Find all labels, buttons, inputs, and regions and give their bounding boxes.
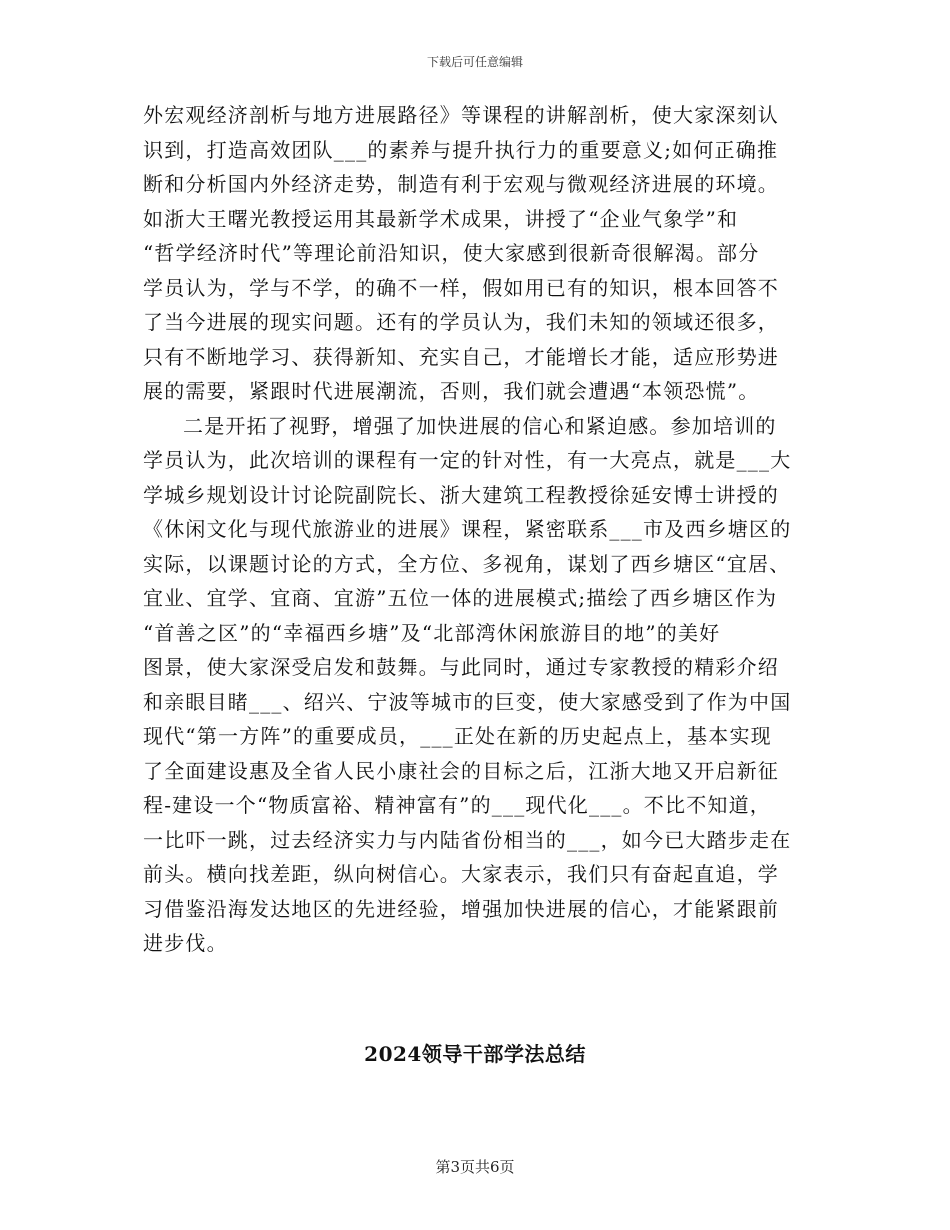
text-line: 一比吓一跳，过去经济实力与内陆省份相当的___，如今已大踏步走在 xyxy=(143,827,792,852)
text-line: 了当今进展的现实问题。还有的学员认为，我们未知的领域还很多， xyxy=(143,310,779,334)
text-line: 和亲眼目睹___、绍兴、宁波等城市的巨变，使大家感受到了作为中国 xyxy=(143,689,792,714)
section-title: 2024领导干部学法总结 xyxy=(364,1042,586,1066)
page-header: 下载后可任意编辑 xyxy=(426,55,523,69)
text-line-paragraph-start: 二是开拓了视野，增强了加快进展的信心和紧迫感。参加培训的 xyxy=(183,413,777,438)
text-line: 学城乡规划设计讨论院副院长、浙大建筑工程教授徐延安博士讲授的 xyxy=(143,482,779,507)
text-line: 宜业、宜学、宜商、宜游”五位一体的进展模式;描绘了西乡塘区作为 xyxy=(143,586,778,610)
text-line: 只有不断地学习、获得新知、充实自己，才能增长才能，适应形势进 xyxy=(143,344,779,369)
text-line: 实际，以课题讨论的方式，全方位、多视角，谋划了西乡塘区“宜居、 xyxy=(143,551,791,576)
page-footer: 第3页共6页 xyxy=(435,1158,515,1176)
text-line: 展的需要，紧跟时代进展潮流，否则，我们就会遭遇“本领恐慌”。 xyxy=(143,379,760,403)
text-line: 《休闲文化与现代旅游业的进展》课程，紧密联系___市及西乡塘区的 xyxy=(143,517,792,541)
text-line: 现代“第一方阵”的重要成员，___正处在新的历史起点上，基本实现 xyxy=(143,724,772,748)
text-line: 断和分析国内外经济走势，制造有利于宏观与微观经济进展的环境。 xyxy=(143,172,779,196)
body-text xyxy=(143,98,808,961)
text-line: 如浙大王曙光教授运用其最新学术成果，讲授了“企业气象学”和 xyxy=(143,206,739,231)
text-line: “首善之区”的“幸福西乡塘”及“北部湾休闲旅游目的地”的美好 xyxy=(143,620,721,645)
text-line: 进步伐。 xyxy=(143,931,228,955)
text-line: 习借鉴沿海发达地区的先进经验，增强加快进展的信心，才能紧跟前 xyxy=(143,896,779,921)
text-line: 学员认为，学与不学，的确不一样，假如用已有的知识，根本回答不 xyxy=(143,275,779,300)
text-line: 图景，使大家深受启发和鼓舞。与此同时，通过专家教授的精彩介绍 xyxy=(143,655,779,679)
text-line: 程-建设一个“物质富裕、精神富有”的___现代化___。不比不知道， xyxy=(143,793,772,817)
text-line: 学员认为，此次培训的课程有一定的针对性，有一大亮点，就是___大 xyxy=(143,448,792,472)
text-line: “哲学经济时代”等理论前沿知识，使大家感到很新奇很解渴。部分 xyxy=(143,241,760,265)
text-line: 前头。横向找差距，纵向树信心。大家表示，我们只有奋起直追，学 xyxy=(143,862,779,886)
text-line: 外宏观经济剖析与地方进展路径》等课程的讲解剖析，使大家深刻认 xyxy=(143,103,779,127)
text-line: 识到，打造高效团队___的素养与提升执行力的重要意义;如何正确推 xyxy=(143,137,779,162)
text-line: 了全面建设惠及全省人民小康社会的目标之后，江浙大地又开启新征 xyxy=(143,758,779,783)
